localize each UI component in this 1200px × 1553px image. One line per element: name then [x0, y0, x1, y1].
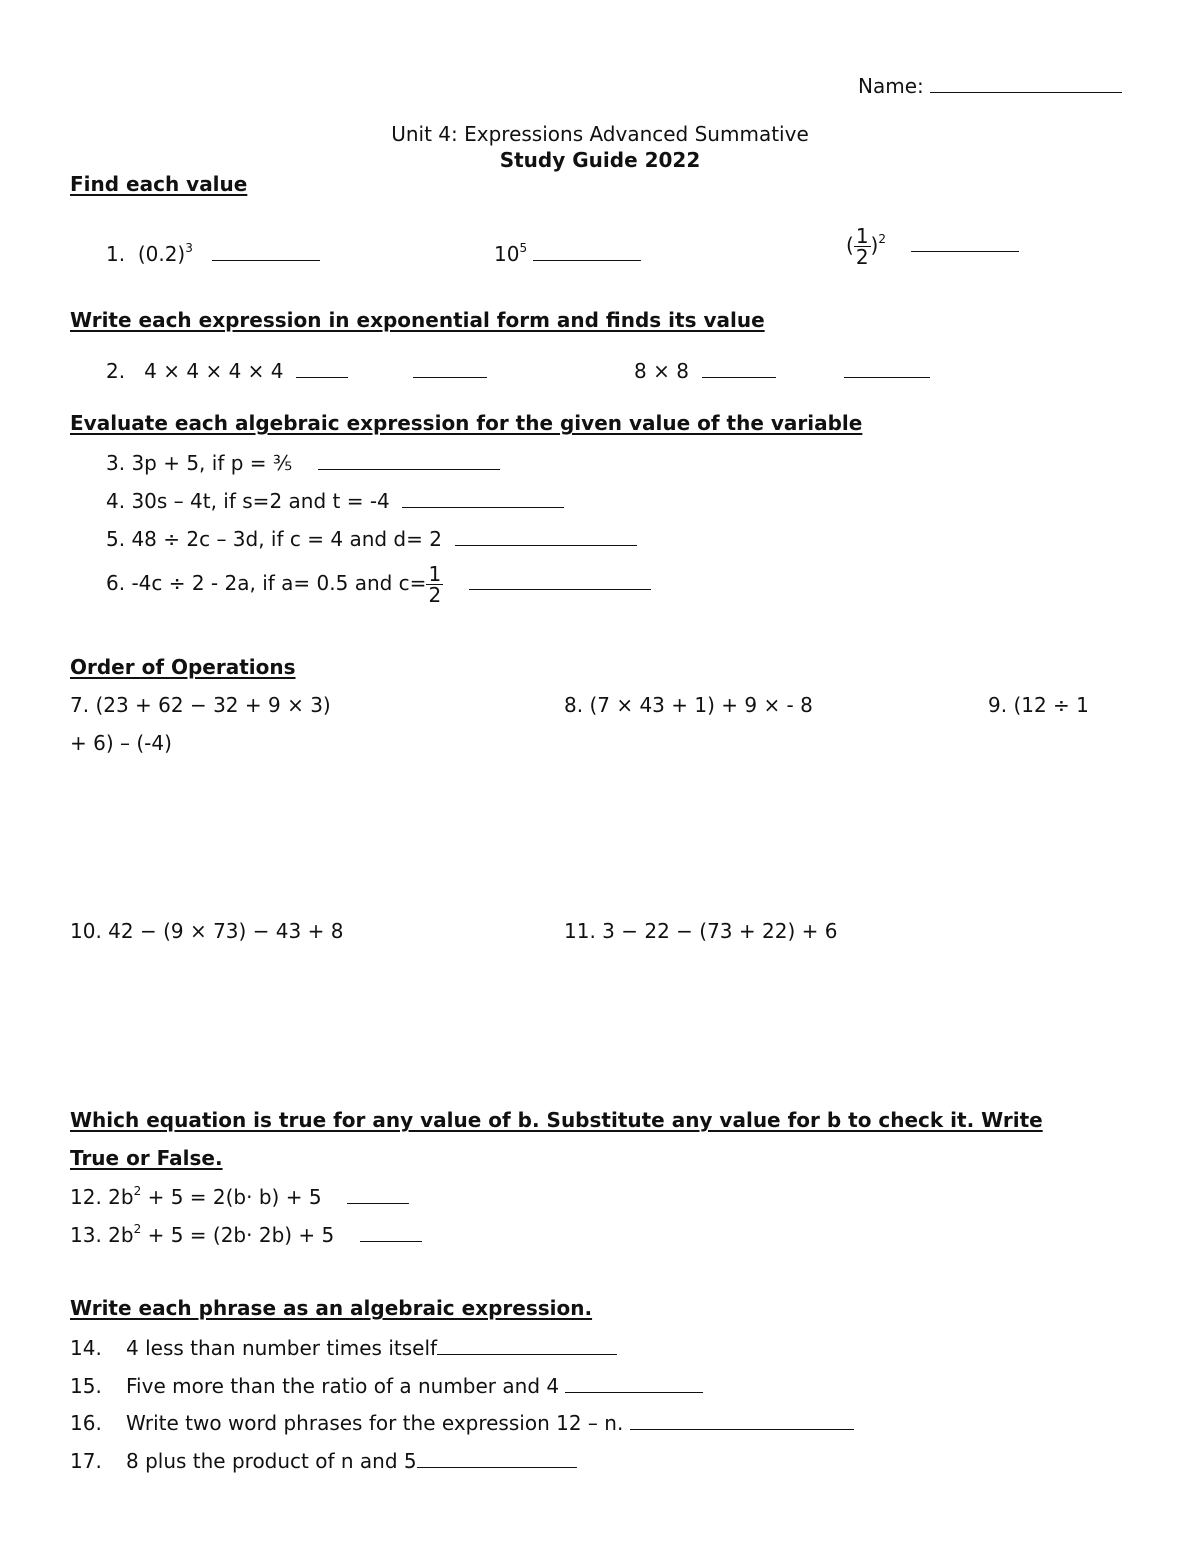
q13-exponent: 2	[133, 1222, 142, 1236]
fraction-denominator: 2	[428, 583, 442, 607]
q1c-paren-open: (	[846, 233, 854, 257]
question-16	[70, 1409, 854, 1435]
question-12	[70, 1183, 409, 1209]
q15-text: Five more than the ratio of a number and 4	[126, 1374, 560, 1398]
question-15	[70, 1372, 703, 1398]
question-11: 11. 3 − 22 − (73 + 22) + 6	[564, 919, 838, 943]
name-field[interactable]	[930, 72, 1122, 93]
answer-blank-15[interactable]	[565, 1372, 703, 1393]
q3-text: 3. 3p + 5, if p = ⅗	[106, 451, 293, 475]
question-1b	[494, 240, 641, 266]
question-3	[106, 449, 500, 475]
question-1a	[106, 240, 320, 266]
question-8: 8. (7 × 43 + 1) + 9 × - 8	[564, 693, 813, 717]
q5-text: 5. 48 ÷ 2c – 3d, if c = 4 and d= 2	[106, 527, 442, 551]
fraction-numerator: 1	[428, 562, 442, 586]
section-heading-find-value: Find each value	[70, 172, 248, 196]
section-heading-order-of-operations: Order of Operations	[70, 655, 296, 679]
question-17	[70, 1447, 577, 1473]
q14-text: 4 less than number times itself	[126, 1336, 438, 1360]
question-7: 7. (23 + 62 − 32 + 9 × 3)	[70, 693, 331, 717]
answer-blank-1a[interactable]	[212, 240, 320, 261]
question-9: 9. (12 ÷ 1	[988, 693, 1089, 717]
name-line	[858, 72, 1122, 98]
answer-blank-2b-value[interactable]	[844, 357, 930, 378]
q2a-expression: 4 × 4 × 4 × 4	[144, 359, 284, 383]
q6-fraction	[426, 564, 443, 605]
section-heading-true-false-line1: Which equation is true for any value of b. Substitute any value for b to check it. Write	[70, 1108, 1043, 1132]
section-heading-exponential-form: Write each expression in exponential form and finds its value	[70, 308, 765, 332]
q13-text-a: 13. 2b	[70, 1223, 134, 1247]
answer-blank-3[interactable]	[318, 449, 500, 470]
q12-exponent: 2	[133, 1184, 142, 1198]
answer-blank-17[interactable]	[417, 1447, 577, 1468]
answer-blank-2a-form[interactable]	[296, 357, 348, 378]
page-title: Unit 4: Expressions Advanced Summative	[391, 122, 809, 146]
answer-blank-6[interactable]	[469, 569, 651, 590]
answer-blank-2b-form[interactable]	[702, 357, 776, 378]
question-number: 1.	[106, 242, 126, 266]
fraction-numerator: 1	[855, 224, 869, 248]
q4-text: 4. 30s – 4t, if s=2 and t = -4	[106, 489, 390, 513]
q1a-base: (0.2)	[137, 242, 186, 266]
q1c-fraction	[854, 226, 871, 267]
q1b-base: 10	[494, 242, 520, 266]
question-4	[106, 487, 564, 513]
section-heading-true-false-line2: True or False.	[70, 1146, 223, 1170]
question-13	[70, 1221, 422, 1247]
q1c-exponent: 2	[878, 232, 886, 246]
question-9-continued: + 6) – (-4)	[70, 731, 172, 755]
answer-blank-4[interactable]	[402, 487, 564, 508]
question-10: 10. 42 − (9 × 73) − 43 + 8	[70, 919, 344, 943]
question-5	[106, 525, 637, 551]
answer-blank-14[interactable]	[437, 1334, 617, 1355]
question-number: 15.	[70, 1374, 102, 1398]
question-2b	[634, 357, 930, 383]
question-number: 2.	[106, 359, 126, 383]
question-2a	[106, 357, 487, 383]
question-1c	[846, 226, 1019, 267]
fraction-denominator: 2	[855, 245, 869, 269]
question-14	[70, 1334, 617, 1360]
answer-blank-5[interactable]	[455, 525, 637, 546]
section-heading-evaluate: Evaluate each algebraic expression for the given value of the variable	[70, 411, 863, 435]
q16-text: Write two word phrases for the expression 12 – n.	[126, 1411, 624, 1435]
question-number: 17.	[70, 1449, 102, 1473]
question-6	[106, 564, 651, 605]
q6-text: 6. -4c ÷ 2 - 2a, if a= 0.5 and c=	[106, 571, 427, 595]
answer-blank-12[interactable]	[347, 1183, 409, 1204]
answer-blank-16[interactable]	[630, 1409, 854, 1430]
q1a-exponent: 3	[185, 241, 193, 255]
q2b-expression: 8 × 8	[634, 359, 689, 383]
answer-blank-1b[interactable]	[533, 240, 641, 261]
name-label: Name:	[858, 74, 924, 98]
question-number: 16.	[70, 1411, 102, 1435]
answer-blank-1c[interactable]	[911, 231, 1019, 252]
q12-text-a: 12. 2b	[70, 1185, 134, 1209]
q17-text: 8 plus the product of n and 5	[126, 1449, 417, 1473]
section-heading-phrases: Write each phrase as an algebraic expression.	[70, 1296, 593, 1320]
question-number: 14.	[70, 1336, 102, 1360]
q1c-paren-close: )	[870, 233, 879, 257]
answer-blank-13[interactable]	[360, 1221, 422, 1242]
q13-text-b: + 5 = (2b· 2b) + 5	[141, 1223, 335, 1247]
q1b-exponent: 5	[519, 241, 528, 255]
answer-blank-2a-value[interactable]	[413, 357, 487, 378]
page-subtitle: Study Guide 2022	[499, 148, 701, 172]
q12-text-b: + 5 = 2(b· b) + 5	[141, 1185, 322, 1209]
